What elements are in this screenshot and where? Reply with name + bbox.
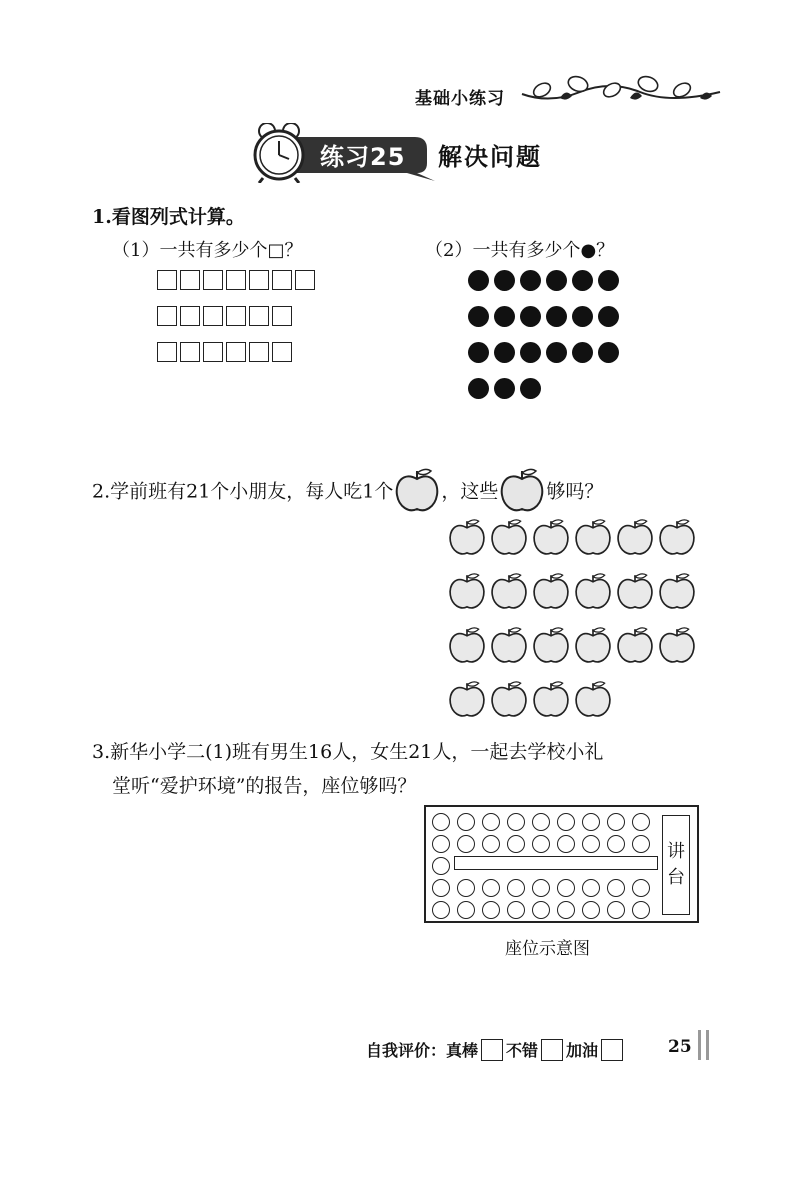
seat-circle bbox=[432, 835, 450, 853]
square-shape bbox=[226, 306, 246, 326]
podium-label-1: 讲 bbox=[667, 841, 685, 862]
apple-icon bbox=[657, 517, 699, 561]
square-shape bbox=[180, 342, 200, 362]
seat-circle bbox=[457, 901, 475, 919]
question-2-text-b: ，这些 bbox=[441, 480, 499, 503]
seat-circle bbox=[532, 813, 550, 831]
filled-dot-shape bbox=[520, 306, 541, 327]
square-shape bbox=[249, 306, 269, 326]
apple-icon bbox=[447, 517, 489, 561]
filled-dot-shape bbox=[468, 270, 489, 291]
apple-icon bbox=[489, 679, 531, 723]
dot-row bbox=[468, 342, 619, 363]
apple-icon bbox=[531, 679, 573, 723]
exercise-title: 练习25 bbox=[320, 143, 406, 171]
section-label: 基础小练习 bbox=[415, 89, 505, 109]
square-shape bbox=[157, 342, 177, 362]
dot-row bbox=[468, 378, 619, 399]
eval-option-3-label: 加油 bbox=[566, 1041, 599, 1060]
seat-circle bbox=[432, 813, 450, 831]
question-2-text-a: 2.学前班有21个小朋友，每人吃1个 bbox=[92, 480, 394, 503]
apple-icon bbox=[489, 517, 531, 561]
square-shape bbox=[157, 270, 177, 290]
square-shape bbox=[272, 342, 292, 362]
apple-icon bbox=[393, 467, 441, 518]
filled-dot-shape bbox=[494, 378, 515, 399]
filled-dot-shape bbox=[546, 342, 567, 363]
aisle bbox=[454, 856, 658, 870]
question-1-part-2-label: （2）一共有多少个●？ bbox=[425, 240, 615, 261]
filled-dot-shape bbox=[468, 378, 489, 399]
square-row bbox=[157, 270, 315, 290]
filled-dot-shape bbox=[494, 306, 515, 327]
filled-dot-shape bbox=[546, 270, 567, 291]
empty-cell bbox=[657, 679, 699, 723]
square-row bbox=[157, 342, 315, 362]
seat-circle bbox=[557, 813, 575, 831]
filled-dot-shape bbox=[598, 270, 619, 291]
square-shape bbox=[249, 270, 269, 290]
filled-dot-shape bbox=[468, 342, 489, 363]
filled-dot-shape bbox=[520, 378, 541, 399]
eval-checkbox-2[interactable] bbox=[541, 1039, 563, 1061]
apple-icon bbox=[615, 517, 657, 561]
square-shape bbox=[203, 306, 223, 326]
seat-circle bbox=[607, 901, 625, 919]
apple-icon bbox=[573, 679, 615, 723]
self-evaluation bbox=[366, 1038, 626, 1061]
filled-dot-shape bbox=[598, 342, 619, 363]
apple-icon bbox=[615, 625, 657, 669]
self-eval-label: 自我评价： bbox=[366, 1041, 447, 1060]
seat-circle bbox=[582, 835, 600, 853]
square-shape bbox=[180, 306, 200, 326]
apple-icon bbox=[657, 571, 699, 615]
seat-circle bbox=[632, 835, 650, 853]
question-2-text bbox=[92, 467, 603, 518]
filled-dot-shape bbox=[546, 306, 567, 327]
apple-icon bbox=[447, 625, 489, 669]
apple-icon bbox=[447, 679, 489, 723]
seat-circle bbox=[507, 879, 525, 897]
seat-circle bbox=[532, 901, 550, 919]
seat-circle bbox=[507, 835, 525, 853]
apple-icon bbox=[498, 467, 546, 518]
seat-circle bbox=[607, 879, 625, 897]
dots-figure bbox=[468, 270, 619, 414]
filled-dot-shape bbox=[572, 270, 593, 291]
apple-icon bbox=[489, 625, 531, 669]
question-3-line-2: 堂听“爱护环境”的报告，座位够吗？ bbox=[112, 775, 417, 797]
seat-circle bbox=[432, 901, 450, 919]
square-shape bbox=[249, 342, 269, 362]
seat-circle bbox=[557, 835, 575, 853]
filled-dot-shape bbox=[572, 342, 593, 363]
question-2-text-c: 够吗？ bbox=[546, 480, 604, 503]
seat-circle bbox=[482, 813, 500, 831]
seat-circle bbox=[457, 835, 475, 853]
apple-icon bbox=[531, 625, 573, 669]
question-3-line-1: 3.新华小学二(1)班有男生16人，女生21人，一起去学校小礼 bbox=[92, 741, 604, 763]
apple-icon bbox=[615, 571, 657, 615]
podium-label-2: 台 bbox=[667, 867, 685, 888]
seat-circle bbox=[507, 813, 525, 831]
filled-dot-shape bbox=[572, 306, 593, 327]
square-shape bbox=[272, 270, 292, 290]
filled-dot-shape bbox=[520, 342, 541, 363]
seat-circle bbox=[457, 879, 475, 897]
apple-icon bbox=[657, 625, 699, 669]
seat-circle bbox=[457, 813, 475, 831]
apple-icon bbox=[489, 571, 531, 615]
square-shape bbox=[226, 270, 246, 290]
page-number: 25 bbox=[668, 1037, 692, 1057]
vine-decoration-icon bbox=[520, 74, 725, 108]
apples-figure bbox=[447, 517, 699, 723]
question-1-title: 1.看图列式计算。 bbox=[92, 206, 245, 228]
square-shape bbox=[226, 342, 246, 362]
seat-circle bbox=[482, 901, 500, 919]
squares-figure bbox=[157, 270, 315, 378]
filled-dot-shape bbox=[494, 270, 515, 291]
question-1-part-1-label: （1）一共有多少个□？ bbox=[112, 240, 303, 261]
eval-option-1-label: 真棒 bbox=[446, 1041, 479, 1060]
seat-circle bbox=[632, 813, 650, 831]
square-shape bbox=[180, 270, 200, 290]
seat-circle bbox=[532, 835, 550, 853]
apple-icon bbox=[531, 571, 573, 615]
seating-diagram bbox=[424, 805, 699, 923]
square-shape bbox=[203, 342, 223, 362]
eval-checkbox-1[interactable] bbox=[481, 1039, 503, 1061]
diagram-caption: 座位示意图 bbox=[505, 939, 590, 959]
empty-cell bbox=[615, 679, 657, 723]
square-row bbox=[157, 306, 315, 326]
square-shape bbox=[295, 270, 315, 290]
dot-row bbox=[468, 306, 619, 327]
square-shape bbox=[157, 306, 177, 326]
apple-icon bbox=[531, 517, 573, 561]
podium bbox=[662, 815, 690, 915]
seat-circle bbox=[532, 879, 550, 897]
exercise-subtitle: 解决问题 bbox=[438, 143, 542, 171]
seat-circle bbox=[582, 813, 600, 831]
seat-circle bbox=[582, 879, 600, 897]
eval-checkbox-3[interactable] bbox=[601, 1039, 623, 1061]
seat-circle bbox=[607, 835, 625, 853]
seat-circle bbox=[607, 813, 625, 831]
seat-circle bbox=[432, 879, 450, 897]
seat-circle bbox=[557, 901, 575, 919]
filled-dot-shape bbox=[494, 342, 515, 363]
dot-row bbox=[468, 270, 619, 291]
seat-circle bbox=[632, 901, 650, 919]
seat-circle bbox=[582, 901, 600, 919]
filled-dot-shape bbox=[520, 270, 541, 291]
seat-circle bbox=[482, 835, 500, 853]
seat-circle bbox=[482, 879, 500, 897]
seat-circle bbox=[632, 879, 650, 897]
seat-circle bbox=[557, 879, 575, 897]
apple-icon bbox=[573, 517, 615, 561]
filled-dot-shape bbox=[598, 306, 619, 327]
square-shape bbox=[203, 270, 223, 290]
square-shape bbox=[272, 306, 292, 326]
filled-dot-shape bbox=[468, 306, 489, 327]
apple-icon bbox=[447, 571, 489, 615]
eval-option-2-label: 不错 bbox=[506, 1041, 539, 1060]
apple-icon bbox=[573, 625, 615, 669]
page-edge-bars-icon bbox=[696, 1030, 716, 1060]
apple-icon bbox=[573, 571, 615, 615]
seat-circle bbox=[432, 857, 450, 875]
seat-circle bbox=[507, 901, 525, 919]
